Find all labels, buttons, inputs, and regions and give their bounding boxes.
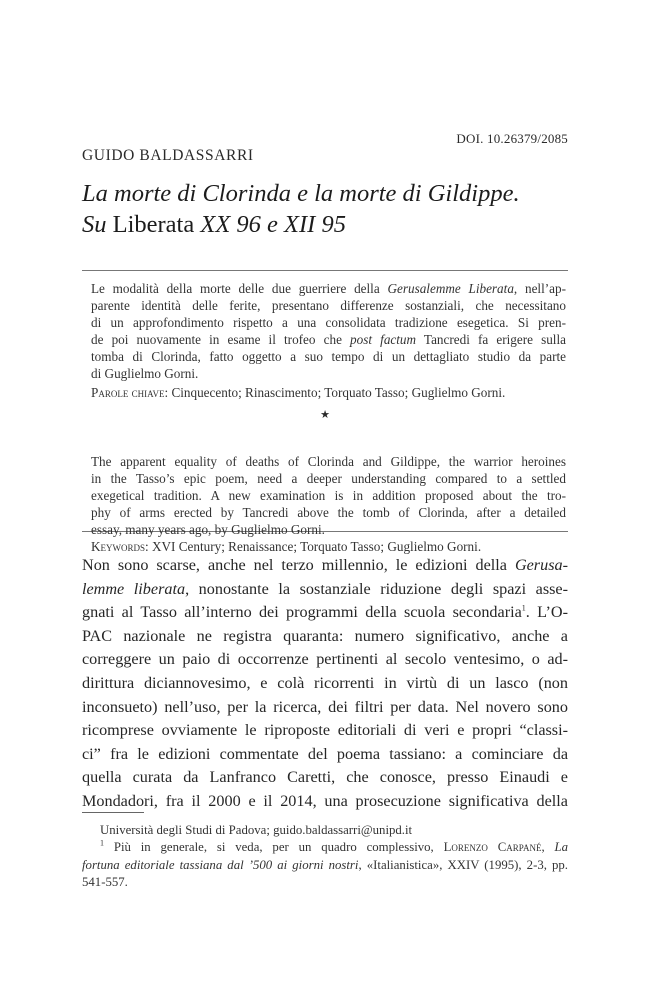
footnote-1-cont: fortuna editoriale tassiana dal ’500 ai giorni nostri, «Italianistica», XXIV (1995), 2-3, pp. xyxy=(82,857,568,872)
title-refs: XX 96 e XII 95 xyxy=(194,211,346,238)
body-line: dirittura diciannovesimo, e colà ricorrenti in virtù di un lasco (non xyxy=(82,673,568,692)
keywords-en-text: XVI Century; Renaissance; Torquato Tasso; Guglielmo Gorni. xyxy=(148,539,482,555)
body-paragraph xyxy=(82,554,568,814)
footnote-divider xyxy=(82,812,144,813)
abstract-english xyxy=(91,453,566,556)
title-su: Su xyxy=(82,211,113,238)
abstract-it-line: parente identità delle ferite, presentano differenze sostanziali, che necessitano xyxy=(91,298,566,314)
abstract-italian xyxy=(91,280,566,383)
body-line: Non sono scarse, anche nel terzo millennio, le edizioni della Gerusa- xyxy=(82,556,568,574)
abstract-en-line: exegetical tradition. A new examination is in addition proposed about the tro- xyxy=(91,488,566,504)
keywords-italian xyxy=(91,384,566,401)
body-line: gnati al Tasso all’interno dei programmi della scuola secondaria$^1$. L’O- xyxy=(82,603,568,622)
doi: DOI. 10.26379/2085 xyxy=(456,131,568,146)
body-line: ricomprese ovviamente le riproposte editoriali di veri e propri “classi- xyxy=(82,721,568,740)
body-line: PAC nazionale ne registra quaranta: numero significativo, anche a xyxy=(82,626,568,645)
author-name: GUIDO BALDASSARRI xyxy=(82,147,254,164)
body-line: Mondadori, fra il 2000 e il 2014, una prosecuzione significativa della xyxy=(82,791,568,810)
body-line: correggere un paio di occorrenze pertinenti al secolo ventesimo, o ad- xyxy=(82,650,568,669)
abstract-box xyxy=(82,270,568,555)
title-line-2 xyxy=(82,209,582,240)
body-line: inconsueto) nell’uso, per la ricerca, dei filtri per data. Nel novero sono xyxy=(82,697,568,716)
body-line: ci” fra le edizioni commentate del poema tassiano: a cominciare da xyxy=(82,744,568,763)
body-line: lemme liberata, nonostante la sostanziale riduzione degli spazi asse- xyxy=(82,579,568,598)
abstract-en-line: The apparent equality of deaths of Clorinda and Gildippe, the warrior heroines xyxy=(91,454,566,469)
footnote-1-pages: 541-557. xyxy=(82,874,128,889)
abstract-it-line: tomba di Clorinda, fatto oggetto a suo tempo di un dettagliato studio da parte xyxy=(91,349,566,365)
abstract-it-line: di Guglielmo Gorni. xyxy=(91,366,199,382)
footnotes xyxy=(82,822,568,891)
title-line-1: La morte di Clorinda e la morte di Gildippe. xyxy=(82,180,520,207)
article-title xyxy=(82,178,582,240)
abstract-it-line: di un approfondimento rispetto a una consolidata tradizione esegetica. Si pren- xyxy=(91,315,566,331)
footnote-ref-1[interactable]: 1 xyxy=(521,603,526,613)
star-separator: ★ xyxy=(320,409,330,421)
affiliation-note: Università degli Studi di Padova; guido.baldassarri@unipd.it xyxy=(100,823,413,837)
keywords-label-it: Parole chiave: xyxy=(91,385,169,400)
abstract-en-line: in the Tasso’s epic poem, need a deeper understanding compared to a settled xyxy=(91,471,566,487)
abstract-it-line: Le modalità della morte delle due guerriere della Gerusalemme Liberata, nell’ap- xyxy=(91,281,566,296)
abstract-en-line: essay, many years ago, by Guglielmo Gorni. xyxy=(91,522,325,538)
footnote-1: $^1$ Più in generale, si veda, per un quadro complessivo, Lorenzo Carpané, La xyxy=(100,839,568,855)
title-liberata: Liberata xyxy=(112,211,195,238)
body-line: quella curata da Lanfranco Caretti, che conosce, presso Einaudi e xyxy=(82,768,568,787)
keywords-it-text: Cinquecento; Rinascimento; Torquato Tasso; Guglielmo Gorni. xyxy=(168,385,506,400)
abstract-it-line: de poi nuovamente in esame il trofeo che post factum Tancredi fa erigere sulla xyxy=(91,332,566,348)
abstract-en-line: phy of arms erected by Tancredi above the tomb of Clorinda, after a detailed xyxy=(91,505,566,521)
keywords-label-en: Keywords: xyxy=(91,539,149,555)
